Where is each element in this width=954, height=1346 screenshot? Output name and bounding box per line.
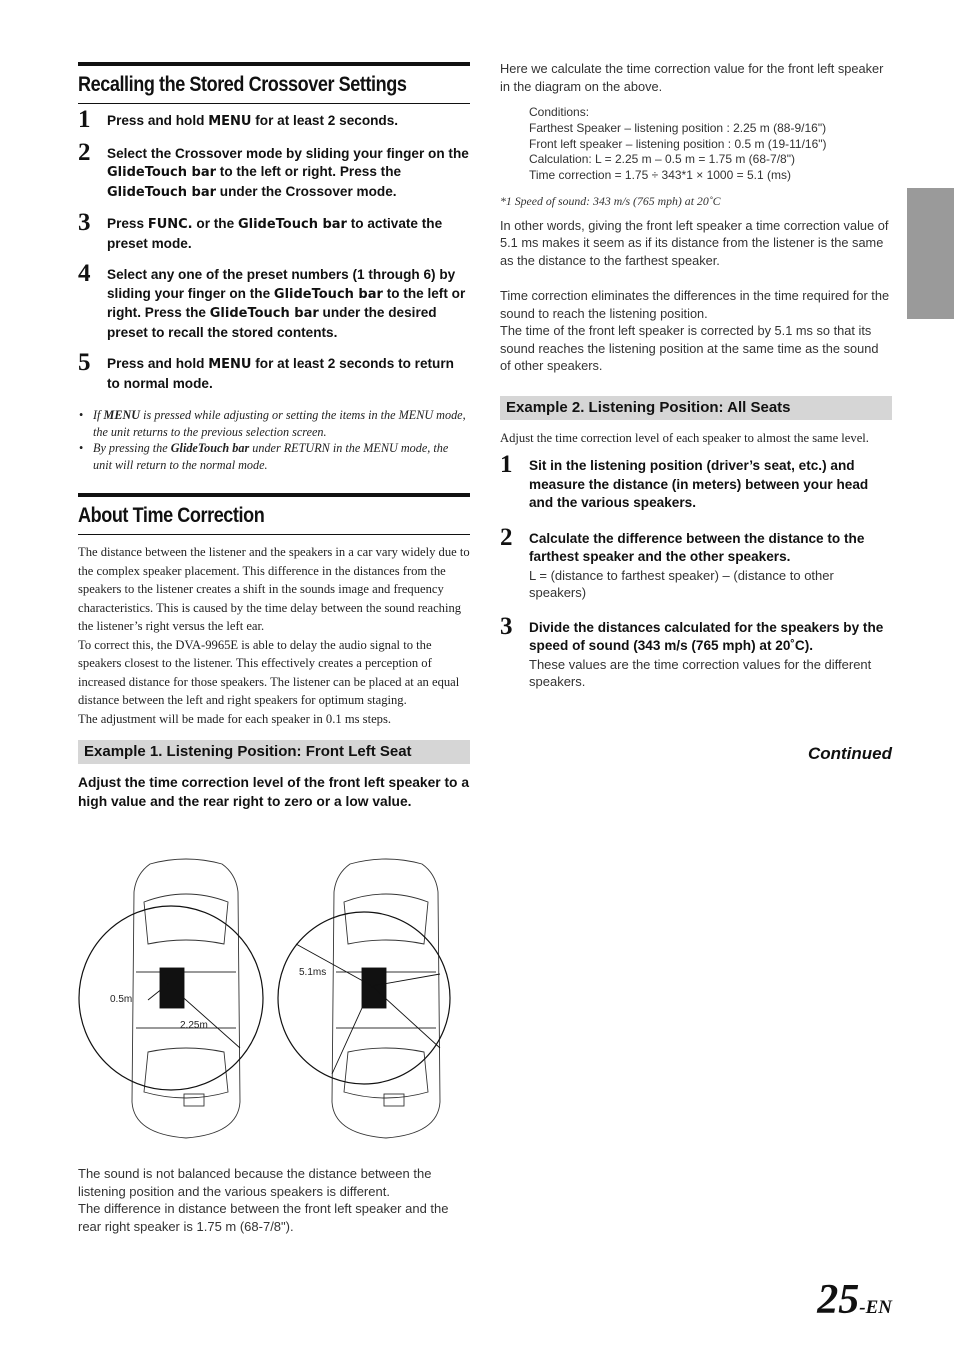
text-run: for at least 2 seconds to return to normal mode. xyxy=(107,356,454,391)
note-item xyxy=(78,440,470,473)
step-text: Divide the distances calculated for the speakers by the speed of sound (343 m/s (765 mph) at 20˚C). xyxy=(529,619,884,654)
condition-line: Front left speaker – listening position : 0.5 m (19-11/16") xyxy=(529,136,827,151)
step-number: 2 xyxy=(78,138,91,166)
continued-label: Continued xyxy=(807,744,892,763)
text-run: to activate the preset mode. xyxy=(107,216,443,251)
crossover-step xyxy=(78,209,470,253)
crossover-notes xyxy=(78,407,470,473)
step-number: 3 xyxy=(500,612,513,640)
car-diagram-after xyxy=(278,859,450,1138)
time-correction-body: The distance between the listener and the speakers in a car vary widely due to the complex speaker placement. This difference in the distances from the speakers to the listener creates a shift in the sounds image and frequency characteristics. This is caused by the time delay between the sound reaching the listener’s right versus the left ear. To correct this, the DVA-9965E is able to delay the audio signal to the speakers closest to the listener. This effectively creates a perception of increased distance for those speakers. The listener can be placed at an equal distance between the left and right speakers for optimum staging. The adjustment will be made for each speaker in 0.1 ms steps. xyxy=(78,545,470,726)
ui-term: FUNC. xyxy=(147,217,193,232)
car-speaker-diagram xyxy=(78,852,470,1152)
ui-term: GlideTouch bar xyxy=(107,165,217,180)
condition-line: Time correction = 1.75 ÷ 343*1 × 1000 = 5.1 (ms) xyxy=(529,168,791,183)
step-number: 2 xyxy=(500,523,513,551)
condition-line: Conditions: xyxy=(529,105,590,119)
text-run: is pressed while adjusting or setting the items in the MENU mode, the unit returns to the previous selection screen. xyxy=(93,408,466,439)
distance-far-label: 2.25m xyxy=(180,1020,208,1031)
ui-term: MENU xyxy=(208,357,252,372)
step-text: Sit in the listening position (driver’s seat, etc.) and measure the distance (in meters) between your head and the various speakers. xyxy=(529,458,869,511)
condition-line: Calculation: L = 2.25 m – 0.5 m = 1.75 m (68-7/8") xyxy=(529,152,795,167)
ui-term: MENU xyxy=(103,408,141,422)
step-subtext: These values are the time correction values for the different speakers. xyxy=(529,656,872,690)
step-text xyxy=(107,355,470,393)
example2-intro: Adjust the time correction level of each speaker to almost the same level. xyxy=(500,430,869,445)
page-number: 25-EN xyxy=(817,1277,892,1323)
example2-heading: Example 2. Listening Position: All Seats xyxy=(500,396,892,420)
crossover-step xyxy=(78,260,470,342)
step-text xyxy=(107,266,470,342)
step-number: 4 xyxy=(78,260,91,287)
crossover-step xyxy=(78,349,470,393)
note-item xyxy=(78,407,470,440)
example2-step xyxy=(500,612,892,691)
step-text xyxy=(107,215,470,253)
language-tab-marker xyxy=(907,188,954,319)
example1-heading: Example 1. Listening Position: Front Left Seat xyxy=(78,740,470,764)
text-run: Select any one of the preset numbers (1 through 6) by sliding your finger on the xyxy=(107,267,456,301)
example2-step xyxy=(500,451,892,513)
text-run: under the desired preset to recall the stored contents. xyxy=(107,305,437,340)
condition-line: Farthest Speaker – listening position : 2.25 m (88-9/16") xyxy=(529,120,827,135)
section-title-time-correction: About Time Correction xyxy=(78,493,470,535)
calculation-conditions xyxy=(500,105,892,184)
text-run: By pressing the xyxy=(93,441,171,455)
step-number: 3 xyxy=(78,209,91,236)
delay-label: 5.1ms xyxy=(299,967,327,978)
ui-term: GlideTouch bar xyxy=(209,306,319,321)
ui-term: GlideTouch bar xyxy=(273,286,383,302)
crossover-step xyxy=(78,138,470,203)
text-run: under RETURN in the MENU mode, the unit will return to the normal mode. xyxy=(93,441,449,472)
text-run: under the Crossover mode. xyxy=(216,183,397,199)
text-run: for at least 2 seconds. xyxy=(251,113,399,128)
ui-term: MENU xyxy=(208,114,252,129)
example1-instruction: Adjust the time correction level of the front left speaker to a high value and the rear right to zero or a low value. xyxy=(78,775,469,809)
step-number: 5 xyxy=(78,349,91,376)
step-number: 1 xyxy=(78,106,91,133)
ui-term: GlideTouch bar xyxy=(170,441,250,455)
text-run: Press and hold xyxy=(107,356,209,371)
crossover-steps xyxy=(78,106,470,393)
text-run: Press and hold xyxy=(107,113,209,128)
step-text xyxy=(107,145,470,203)
speed-of-sound-footnote: *1 Speed of sound: 343 m/s (765 mph) at 20˚C xyxy=(500,193,721,208)
step-subtext: L = (distance to farthest speaker) – (distance to other speakers) xyxy=(529,567,834,601)
text-run: to the left or right. Press the xyxy=(107,285,466,320)
time-correction-purpose: Time correction eliminates the differences in the time required for the sound to reach the listening position. The time of the front left speaker is corrected by 5.1 ms so that its sound reaches the listening position at the same time as the sound of other speakers. xyxy=(500,288,890,374)
distance-near-label: 0.5m xyxy=(110,994,133,1005)
left-column xyxy=(78,62,470,811)
car-diagram-before xyxy=(79,859,263,1138)
text-run: Select the Crossover mode by sliding your finger on the xyxy=(107,145,469,161)
step-number: 1 xyxy=(500,451,513,479)
calculation-intro: Here we calculate the time correction value for the front left speaker in the diagram on the above. xyxy=(500,61,884,94)
right-column xyxy=(500,60,892,691)
step-text: Calculate the difference between the distance to the farthest speaker and the other speakers. xyxy=(529,530,865,565)
ui-term: GlideTouch bar xyxy=(107,184,217,200)
crossover-step xyxy=(78,106,470,133)
diagram-caption: The sound is not balanced because the distance between the listening position and the various speakers is different. The difference in distance between the front left speaker and the rear right speaker is 1.75 m (68-7/8"). xyxy=(78,1166,449,1234)
example2-step xyxy=(500,523,892,602)
text-run: to the left or right. Press the xyxy=(216,164,402,179)
section-title-crossover: Recalling the Stored Crossover Settings xyxy=(78,62,470,104)
time-correction-explanation: In other words, giving the front left speaker a time correction value of 5.1 ms makes it seem as if its distance from the listener is the same as the distance to the farthest speaker. xyxy=(500,217,889,268)
text-run: If xyxy=(93,408,104,422)
speaker-diagrams xyxy=(78,852,470,1152)
text-run: or the xyxy=(192,216,238,231)
ui-term: GlideTouch bar xyxy=(237,217,347,232)
example2-steps xyxy=(500,451,892,691)
text-run: Press xyxy=(107,216,148,231)
step-text xyxy=(107,112,470,132)
